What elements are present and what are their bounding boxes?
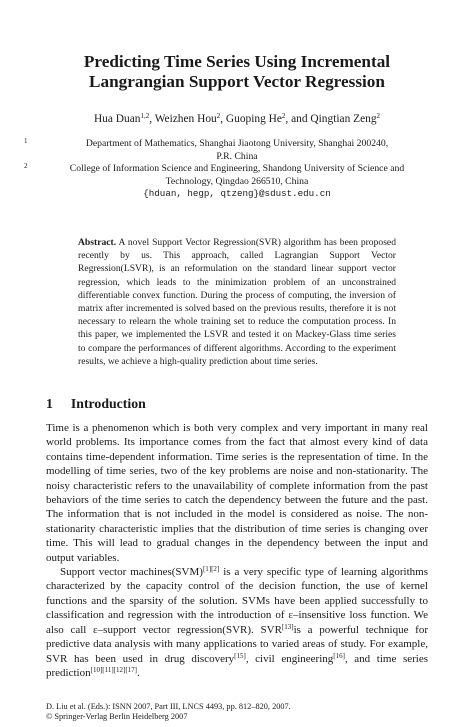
section-heading [46, 396, 146, 412]
citation: [15] [234, 651, 246, 660]
affiliation-number: 1 [24, 137, 28, 145]
affiliation-2 [24, 163, 450, 188]
title-line-2: Langrangian Support Vector Regression [89, 72, 385, 91]
paragraph-text: is a very specific type of learning algorithms characterized by the capacity control of the decision function, the use of kernel functions and the sparsity of the solution. SVMs have been applied successfully to classification and regression with the introduction of ε–insensitive loss function. We also call ε–support vector regression(SVR). SVR [46, 566, 429, 636]
author-affiliation-mark: 2 [216, 112, 221, 120]
citation: [1][2] [202, 565, 220, 574]
paper-title [30, 52, 444, 92]
introduction-body [46, 421, 428, 680]
paragraph-text: , and time series prediction [46, 652, 428, 679]
paragraph-text: . [137, 666, 140, 679]
paragraph-text: is a powerful technique for predictive data analysis with many applications to varied areas of study. For example, SVR has been used in drug discovery [46, 623, 429, 665]
author-name: , Weizhen Hou [149, 113, 217, 125]
author-name: , and Qingtian Zeng [285, 113, 377, 125]
abstract-text: A novel Support Vector Regression(SVR) algorithm has been proposed recently by us. This approach, called Lagrangian Support Vector Regression(LSVR), is an reformulation on the standard linear support vector regression, which leads to the minimization problem of an unconstrained differentiable convex function. During the process of computing, the inversion of matrix after incremented is solved based on the previous results, therefore it is not necessary to relearn the whole training set to reduce the computation process. In this paper, we implemented the LSVR and tested it on Mackey-Glass time series to compare the performances of different algorithms. According to the experiment results, we achieve a high-quality prediction about time series. [78, 237, 396, 367]
title-line-1: Predicting Time Series Using Incremental [83, 52, 391, 71]
affiliation-text: College of Information Science and Engineering, Shandong University of Science and [69, 163, 405, 175]
author-name: Hua Duan [93, 113, 141, 125]
affiliation-number: 2 [24, 162, 28, 171]
section-title: Introduction [70, 396, 146, 411]
page-footer [46, 702, 291, 723]
citation-info: D. Liu et al. (Eds.): ISNN 2007, Part III, LNCS 4493, pp. 812–820, 2007. [46, 702, 291, 711]
paragraph-text: , civil engineering [245, 652, 334, 665]
affiliations [24, 138, 450, 201]
paragraph: Time is a phenomenon which is both very complex and very important in many real world problems. Its importance comes from the fact that almost every kind of data contains time-dependent information. Time series is the representation of time. In the modelling of time series, two of the key problems are noise and non-stationarity. The noisy characteristic refers to the unavailability of complete information from the past behaviors of the time series to catch the dependency between the future and the past. The information that is not included in the model is considered as noise. The non-stationarity characteristic implies that the distribution of time series is changing over time. This will lead to gradual changes in the dependency between the input and output variables. [46, 422, 428, 564]
citation: [16] [333, 651, 345, 660]
citation: [10][11][12][17] [90, 665, 137, 674]
author-name: , Guoping He [220, 113, 282, 125]
author-list [20, 112, 454, 126]
author-affiliation-mark: 2 [376, 112, 381, 120]
affiliation-text: P.R. China [216, 150, 258, 162]
abstract-label: Abstract. [78, 237, 117, 248]
paragraph [46, 565, 428, 680]
copyright-notice: © Springer-Verlag Berlin Heidelberg 2007 [46, 712, 188, 722]
abstract [78, 236, 396, 368]
affiliation-text: Technology, Qingdao 266510, China [165, 175, 309, 187]
author-emails: {hduan, hegp, qtzeng}@sdust.edu.cn [143, 188, 331, 200]
author-affiliation-mark: 1,2 [140, 112, 150, 120]
affiliation-1 [24, 138, 450, 163]
paragraph-text: Support vector machines(SVM) [60, 566, 203, 579]
affiliation-text: Department of Mathematics, Shanghai Jiaotong University, Shanghai 200240, [85, 138, 389, 149]
citation: [13] [281, 622, 294, 631]
author-affiliation-mark: 2 [281, 112, 286, 120]
section-number: 1 [46, 396, 53, 411]
